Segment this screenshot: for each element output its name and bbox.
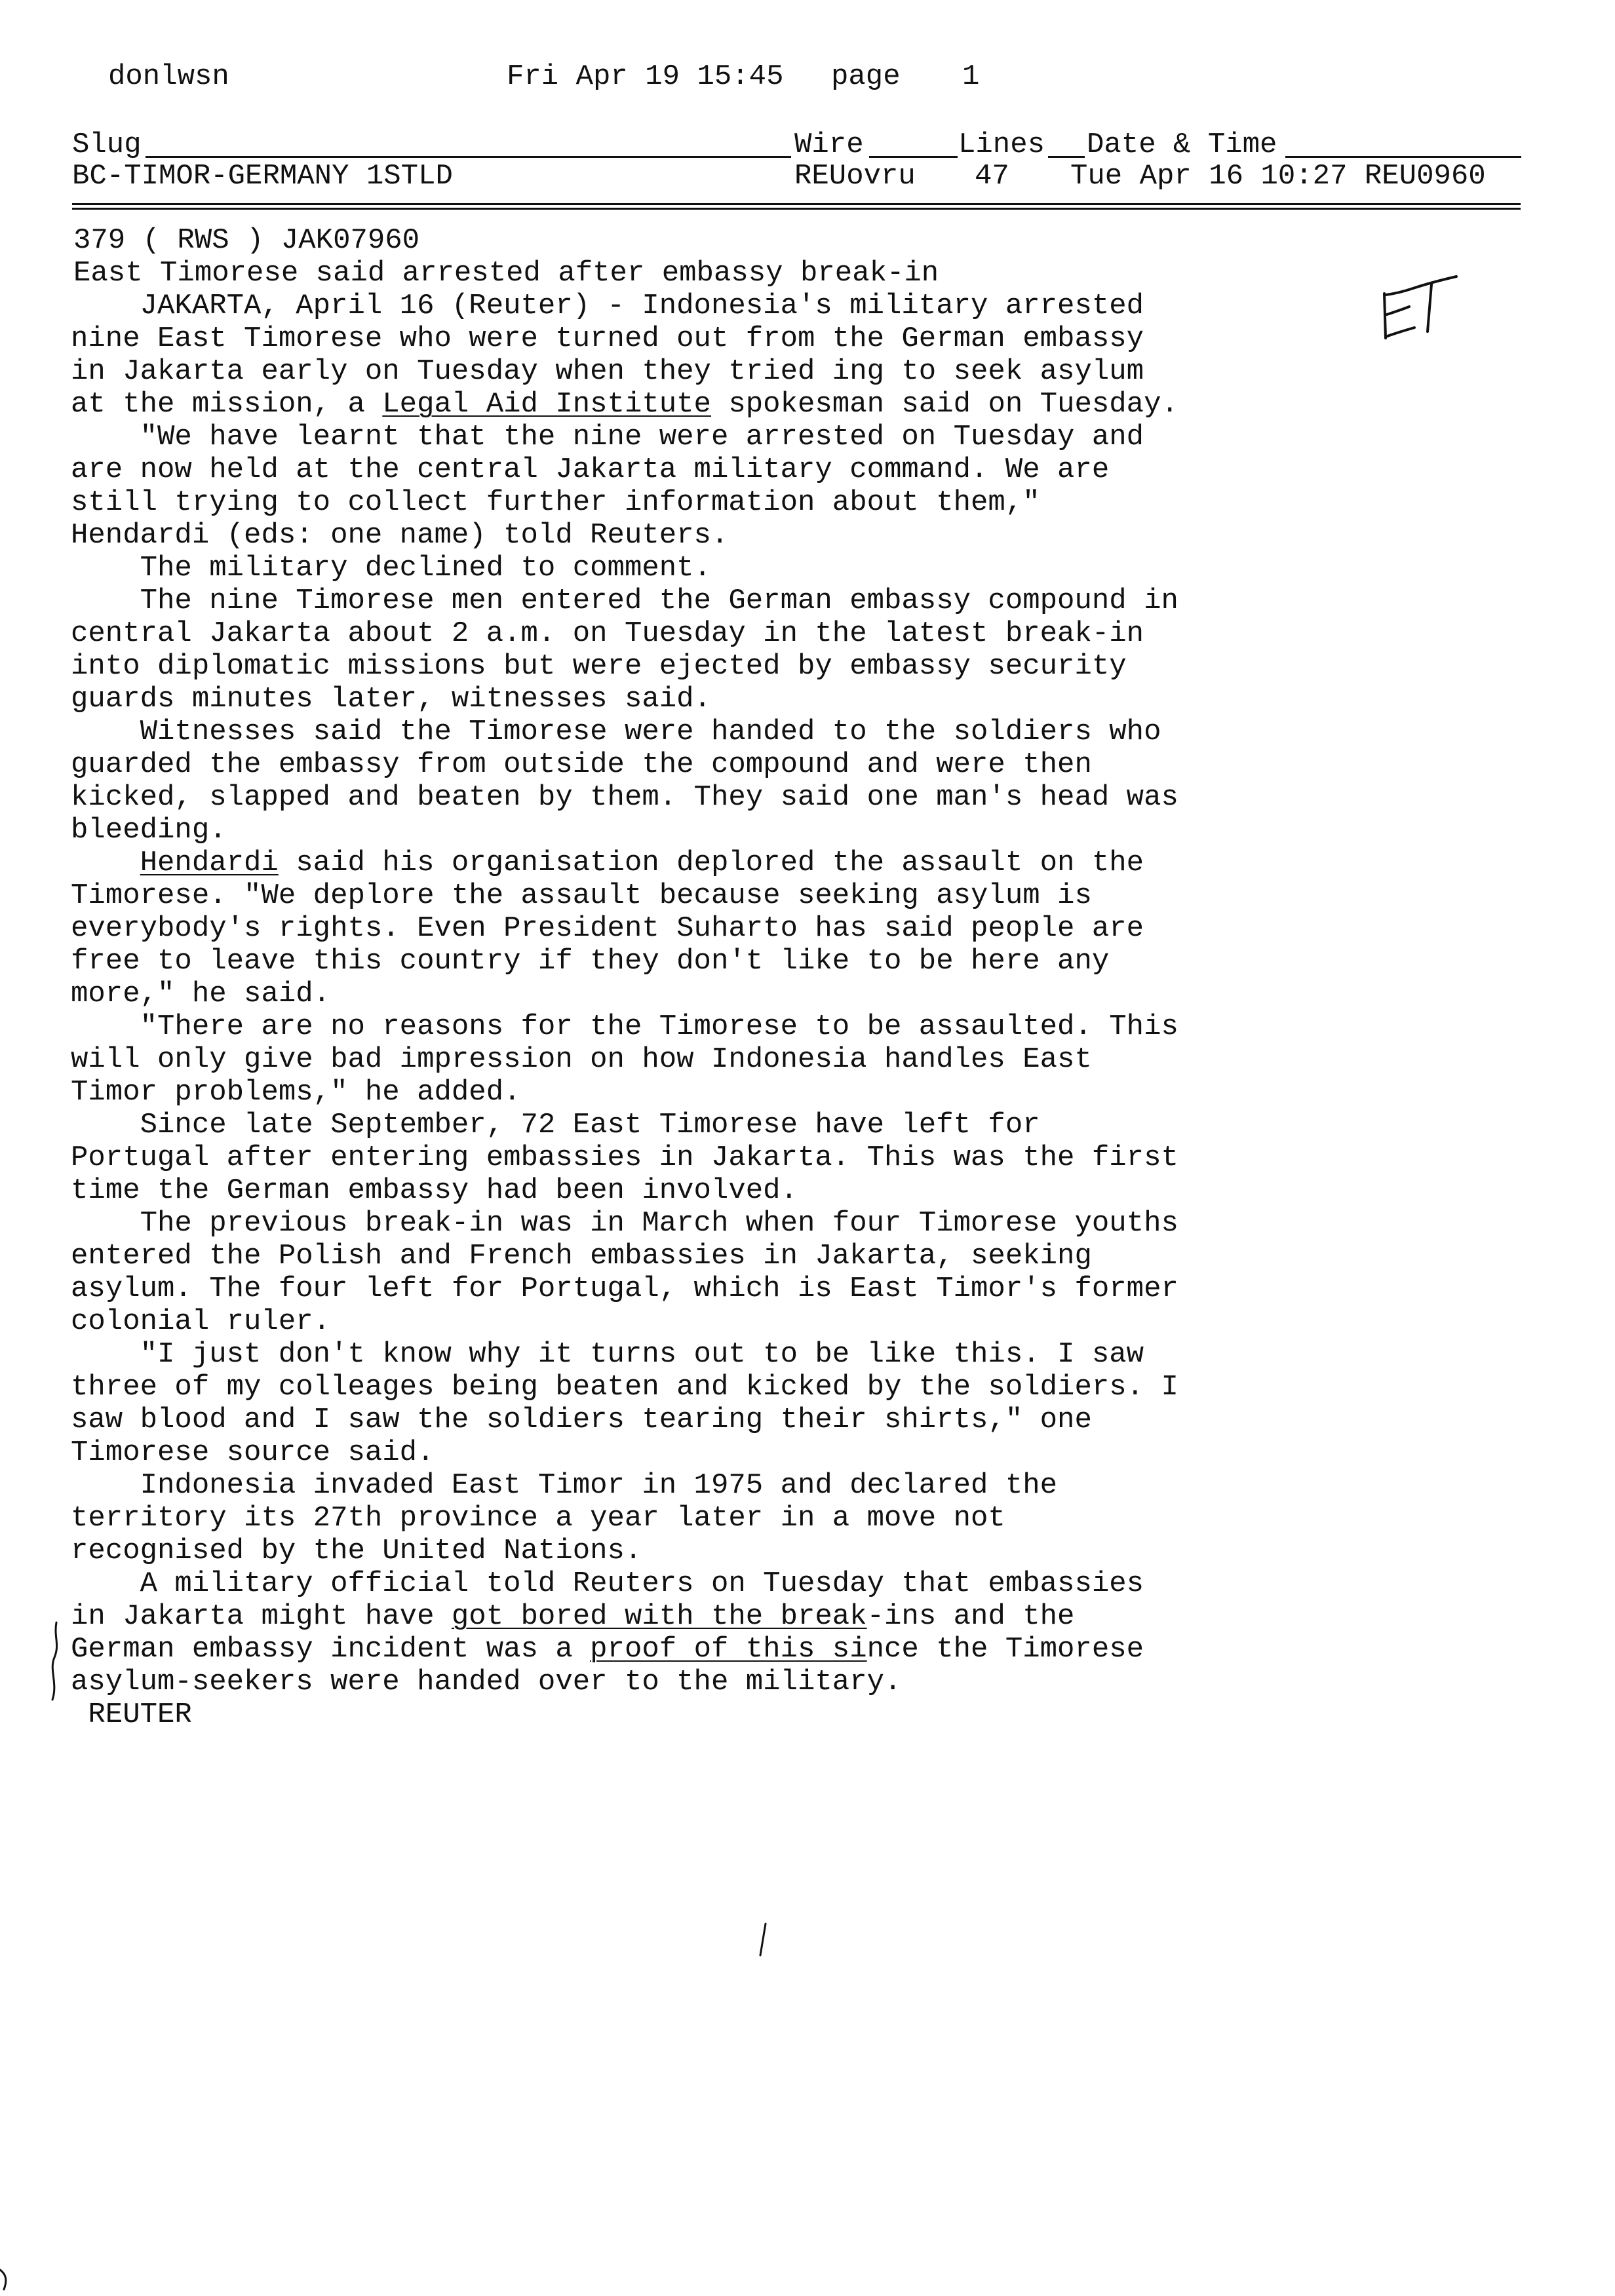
- wire-value: REUovru: [794, 160, 916, 193]
- sign-off: REUTER: [71, 1698, 192, 1731]
- slug-value: BC-TIMOR-GERMANY 1STLD: [72, 160, 453, 193]
- lines-value: 47: [975, 160, 1009, 193]
- story-line: guarded the embassy from outside the compound and were then: [71, 748, 1092, 781]
- story-line: are now held at the central Jakarta military command. We are: [71, 453, 1110, 486]
- story-line: "There are no reasons for the Timorese to be assaulted. This: [71, 1010, 1178, 1043]
- story-line: Since late September, 72 East Timorese have left for: [71, 1109, 1040, 1141]
- story-line: "We have learnt that the nine were arrested on Tuesday and: [71, 421, 1144, 453]
- story-line: "I just don't know why it turns out to be like this. I saw: [71, 1338, 1144, 1371]
- story-line: everybody's rights. Even President Suharto has said people are: [71, 912, 1144, 945]
- double-rule-separator: [72, 203, 1521, 210]
- story-line: saw blood and I saw the soldiers tearing their shirts," one: [71, 1404, 1092, 1436]
- datetime-value: Tue Apr 16 10:27 REU0960: [1070, 160, 1486, 193]
- story-line: into diplomatic missions but were ejected by embassy security: [71, 650, 1127, 683]
- wire-label: Wire: [794, 128, 864, 161]
- story-line: The military declined to comment.: [71, 552, 711, 584]
- story-line: The nine Timorese men entered the German embassy compound in: [71, 584, 1178, 617]
- page-number: 1: [962, 60, 980, 93]
- handwritten-initials-mark: [1376, 274, 1462, 346]
- story-line: in Jakarta early on Tuesday when they tried ing to seek asylum: [71, 355, 1144, 388]
- story-line: Timorese. "We deplore the assault because seeking asylum is: [71, 879, 1092, 912]
- story-line: recognised by the United Nations.: [71, 1535, 642, 1567]
- story-line: three of my colleages being beaten and kicked by the soldiers. I: [71, 1371, 1178, 1404]
- story-line: German embassy incident was a proof of this since the Timorese: [71, 1633, 1144, 1666]
- slug-label: Slug: [72, 128, 142, 161]
- story-id-line: 379 ( RWS ) JAK07960: [73, 224, 420, 257]
- story-line: bleeding.: [71, 814, 227, 847]
- wire-underline: [869, 156, 958, 158]
- story-line: asylum. The four left for Portugal, which is East Timor's former: [71, 1272, 1178, 1305]
- edge-mark: [0, 2267, 13, 2293]
- lines-underline: [1048, 156, 1085, 158]
- story-line: JAKARTA, April 16 (Reuter) - Indonesia's military arrested: [71, 290, 1144, 322]
- pen-underlined-text: Legal Aid Institute: [382, 388, 711, 421]
- story-line: guards minutes later, witnesses said.: [71, 683, 711, 716]
- story-line: time the German embassy had been involved.: [71, 1174, 798, 1207]
- story-line: Hendardi (eds: one name) told Reuters.: [71, 519, 729, 552]
- story-line: Timorese source said.: [71, 1436, 435, 1469]
- story-line: at the mission, a Legal Aid Institute spokesman said on Tuesday.: [71, 388, 1178, 421]
- story-line: central Jakarta about 2 a.m. on Tuesday in the latest break-in: [71, 617, 1144, 650]
- story-line: still trying to collect further information about them,": [71, 486, 1040, 519]
- headline: East Timorese said arrested after embassy break-in: [73, 257, 939, 290]
- page-label: page: [831, 60, 901, 93]
- story-line: Witnesses said the Timorese were handed to the soldiers who: [71, 716, 1161, 748]
- pen-underlined-text: proof of this si: [590, 1633, 867, 1666]
- story-line: Hendardi said his organisation deplored the assault on the: [140, 847, 1144, 879]
- story-line: more," he said.: [71, 978, 331, 1010]
- story-line: will only give bad impression on how Indonesia handles East: [71, 1043, 1092, 1076]
- story-line: free to leave this country if they don't like to be here any: [71, 945, 1110, 978]
- story-line: Portugal after entering embassies in Jakarta. This was the first: [71, 1141, 1178, 1174]
- pen-underlined-text: got bored with the break: [451, 1600, 867, 1633]
- story-line: kicked, slapped and beaten by them. They said one man's head was: [71, 781, 1178, 814]
- story-line: asylum-seekers were handed over to the military.: [71, 1666, 902, 1698]
- print-datetime: Fri Apr 19 15:45: [507, 60, 784, 93]
- story-line: Indonesia invaded East Timor in 1975 and declared the: [71, 1469, 1058, 1502]
- story-line: The previous break-in was in March when four Timorese youths: [71, 1207, 1178, 1240]
- datetime-underline: [1285, 156, 1521, 158]
- story-line: nine East Timorese who were turned out from the German embassy: [71, 322, 1144, 355]
- story-line: colonial ruler.: [71, 1305, 331, 1338]
- pen-stroke-mark: [754, 1920, 773, 1959]
- story-line: entered the Polish and French embassies in Jakarta, seeking: [71, 1240, 1092, 1272]
- pen-underlined-text: Hendardi: [140, 847, 279, 879]
- margin-bracket-mark: [47, 1618, 67, 1704]
- story-line: in Jakarta might have got bored with the break-ins and the: [71, 1600, 1075, 1633]
- datetime-label: Date & Time: [1087, 128, 1277, 161]
- lines-label: Lines: [958, 128, 1045, 161]
- story-line: A military official told Reuters on Tuesday that embassies: [71, 1567, 1144, 1600]
- story-line: Timor problems," he added.: [71, 1076, 521, 1109]
- story-body: [71, 290, 1513, 1731]
- story-line: territory its 27th province a year later in a move not: [71, 1502, 1005, 1535]
- user-id: donlwsn: [108, 60, 229, 93]
- slug-underline: [146, 156, 791, 158]
